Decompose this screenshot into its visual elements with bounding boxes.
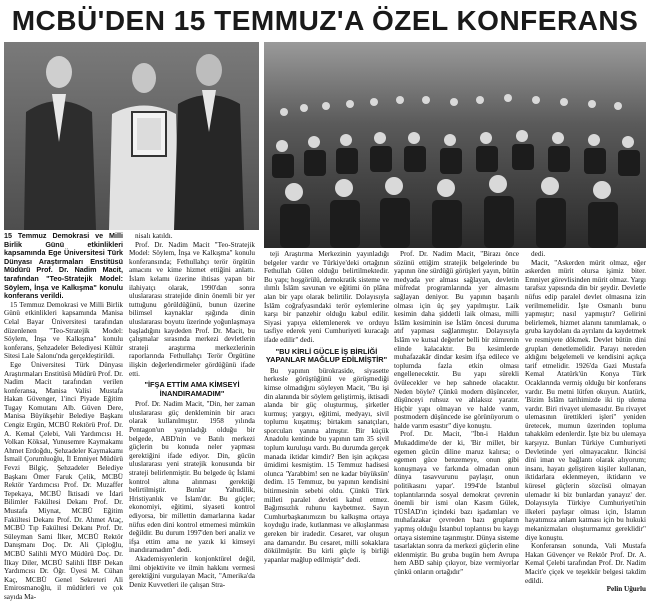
subheading: "BU KİRLİ GÜCLE İŞ BİRLİĞİ YAPANLAR MAĞLUP EDİLMİŞTİR"	[265, 346, 388, 365]
article-column-4	[394, 250, 519, 576]
article-paragraph: Prof. Dr. Nadim Macit, "Birazı önce sözünü ettiğim stratejik belgelerinde bu yapının öne sürdüğü görüşleri yayın, bütün medyada yer alması sağlayan, devletin müfredat programlarında yer almasını sağlayan deniyor. Bu yapının başarılı olması için üç şey yapılmıştır. Laik kesimin daha şiddetli laik olması, milli İslâm kesiminin ise İslâm öncesi duruma atıf yapması sağlanmıştır. Dolayısıyla İslâm ve kutsal değerler belli bir zümrenin elinde kalacaktır. Bu kesimlerde muhafazakâr dindar kesim ifşa edilece ve toplumda fazla etkin olması engellenecektir. Bu yapı sürekli övülecekler ve hep sahnede olacaktır. Neden böyle? Çünkü modern düşünceler, düşünceyi ruhsuz ve ahlaksız yaratır. Hiçbir yapı olmayan ve halde vanm, postmodern düşüncede ise görünüyorum o halde varım esastır" diye konuştu.	[394, 250, 519, 430]
article-paragraph: dedi.	[531, 250, 546, 258]
plaque-presentation-image	[4, 42, 259, 230]
article-column-5	[525, 250, 646, 594]
article-column-3	[264, 250, 389, 564]
article-paragraph: Prof. Dr. Nadim Macit, "Din, her zaman uluslararası güç denkleminin bir aracı olarak kullanılmıştır. 1958 yılında Pentagon'un yayınladığı olduğu bir belgede, ABD'nin ve Batılı merkezi güçlerin bu konuda neler yapması gerektiğini ifade ediyor. Din, gücün uluslararası yeni stratejik konusunda bir strateji belirlenmiştir. Bu belgede üç İslami kontrol altına alınması gerektiği belirtilmiştir. Bunlar Yahudilik, Hristiyanlık ve İslam'dır. Bu güçler; ekonomiyi, eğitimi, siyaseti kontrol ediyorsa, bir millettin damarlarına kadar nüfus eden dini kontrol etmemesi mümkün değildir. Bu durum 1997'den beri analiz ve ifşa ettim ama ne yazık ki kimseyi inandıramadım" dedi.	[129, 400, 255, 555]
article-paragraph: teji Araştırma Merkezinin yayınladığı belgeler vardır ve Türkiye'deki ortağının Fethullah Gülen olduğu belirtilmektedir. Bu yapı; hoşgörülü, demokratik sisteme ve ılımlı İslâm savunan ve eğitimi ön plâna alan bir yapı olarak belirtilir. Dolayısıyla İslâm coğrafyasındaki terör eylemlerine karşı bir panzehir olduğu kabul edilir. Siyasi yapıya eklemlenerek ve orduyu tasfiye ederek yeni Cumhuriyeti kuracağı ifade edilir" dedi.	[264, 250, 389, 344]
article-paragraph: nisalı katıldı.	[135, 232, 173, 240]
audience-image	[264, 42, 646, 248]
headline: MCBÜ'DEN 15 TEMMUZ'A ÖZEL KONFERANS	[11, 5, 639, 36]
subheading: "İFŞA ETTİM AMA KİMSEYİ İNANDIRAMADIM"	[144, 380, 240, 398]
article-paragraph: Bu yapının bürokraside, siyasette herkesle görüştüğünü ve görüşmediği kimse olmadığını söyleyen Macit, "Bu işi din alanında bir söylem geliştirmiş, iktisadi alanda bir güç oluşturmuş, şirketler kurmuş; yargıyı, eğitimi, medyayı, sivil toplumu kuşatmış; birtakım sanatçıları, sporcuları yanına almıştır. Bir küçük Anadolu kentinde bu yapının tam 35 sivil toplum kuruluşu vardı. Bu durumda gerçek manada iktidar kimdir? Ben işin açıkçası ümidimi kesmiştim. 15 Temmuz hadisesi olunca 'Yarabbim! sen ne kadar büyüksün' dedim. 15 Temmuz, bu yapının kendisini bitirmesinin sebebi oldu. Çünkü Türk milleti paralel devleti kabul etmez. Bağımsızlık ruhunu kaybetmez. Sayın Cumhurbaşkanımızın bu kalkışma ortaya koyduğu irade, kutlanması ve alkışlanması gereken bir iradedir. Cesaret, var oluşun ana damarıdır. Bu cesaret, milli sokaklara dökülmüştür. Bu kirli güçle iş birliği yapanlar mağlup edilmiştir" dedi.	[264, 366, 389, 564]
article-paragraph: Prof. Dr. Nadim Macit "Teo-Stratejik Model: Söylem, İnşa ve Kalkışma" konulu konferansında; Fethullahçı terör örgütün amacını ve kime hizmet ettiğini anlattı. İslam kelamı üzerine ihtisas yapan bir ilahiyatçı olarak, 1990'dan sonra uluslararası stratejide dinin önemli bir yer tuttuğunu görüldüğünü, bunun üzerine bilimsel kaynaklar ışığında dinin uluslararası boyutu üzerinde yoğunlaşmaya başladığını kaydeden Prof. Dr. Macit, bu çalışmalar sırasında merkezi devletlerin strateji araştırma merkezlerinin raporlarında Fethullahçı Terör Örgütüne ilişkin değerlendirmeler gördüğünü ifade etti.	[129, 240, 255, 378]
article-paragraph: Konferansın sonunda, Vali Mustafa Hakan Güvençer ve Rektör Prof. Dr. A. Kemal Çelebi tarafından Prof. Dr. Nadim Macit'e çiçek ve teşekkür belgesi takdim edildi.	[525, 542, 646, 585]
article-column-1	[4, 231, 123, 601]
article-paragraph: 15 Temmuz Demokrasi ve Milli Birlik Günü etkinlikleri kapsamında Manisa Celal Bayar Üniversitesi tarafından düzenlenen "Teo-Stratejik Model: Söylem, İnşa ve Kalkışma" konulu konferans, Şehzadeler Belediyesi Kültür Sitesi Lale Salonu'nda gerçekleştirildi.	[4, 300, 123, 361]
audience-photo	[264, 42, 646, 248]
article-paragraph: Prof. Dr. Macit, "İbn-i Haldun Mukaddime'de der ki, 'Bir millet, bir egemen gücün diline maruz kalırsa; o egemen güce benzemeye, onun gibi konuşmaya ve farkında olmadan onun dünya tasavvurunu paylaşır, onun politikasını yapar'. 1994'de İstanbul toplantılarında sosyal demokrat çevrenin önemli bir ismi olan Kasım Gülek, TÜSİAD'ın içindeki bazı işadamları ve muhafazakar çevreden bazı grupların yapmış olduğu İstanbul toplantısı bu kaygı ortaya sistemine taşınmıştır. Dünya sisteme tasarlaktan sonra da merkezi güçlerin eline eklenmiştir. Bu gruba bugün hem Avrupa hem ABD sahip çıkıyor, bize vermiyorlar çünkü onların ortağıdır"	[394, 430, 519, 576]
article-lead: 15 Temmuz Demokrasi ve Milli Birlik Günü etkinlikleri kapsamında Ege Üniversitesi Türk Dünyası Araştırmaları Enstitüsü Müdürü Prof. Dr. Nadim Macit, tarafından "Teo-Stratejik Model: Söylem, İnşa ve Kalkışma" konulu konferans verildi.	[4, 231, 123, 301]
article-paragraph: Ege Üniversitesi Türk Dünyası Araştırmaları Enstitüsü Müdürü Prof. Dr. Nadim Macit tarafından verilen konferansa, Manisa Valisi Mustafa Hakan Güvenger, 1'inci Piyade Eğitim Tugay Komutanı Alb. Güven Dere, Manisa Büyükşehir Belediye Başkanı Cengiz Ergün, MCBÜ Rektörü Prof. Dr. A. Kemal Çelebi, Vali Yardımcısı H. Volkan Köksal, Yunusemre Kaymakamı Ahmet Erdoğdu, Şehzadeler Kaymakamı İsmail Çorumluoğlu, İl Emniyet Müdürü Fevzi Bilgiç, Şehzadeler Belediye Başkanı Ömer Faruk Çelik, MCBÜ Rektör Yardımcısı Prof. Dr. Muzaffer Tepekaya, MCBÜ İktisadi ve İdari Bilimler Fakültesi Dekanı Prof. Dr. Mustafa Miynat, MCBÜ Eğitim Fakültesi Dekanı Prof. Dr. Ahmet Ataç, MCBÜ Tıp Fakültesi Dekanı Prof. Dr. Süleyman Sami İlker, MCBÜ Rektör Danışmanı Doç. Dr. Ali Çiploğlu, MCBÜ Salihli MYO Müdürü Doç. Dr. İlkay Diler, MCBÜ Salihli İİBF Dekan Yardımcısı Dr. Öğr. Üyesi M. Cühan Kaç, MCBÜ Genel Sekreteri Ali Emirosmanoğlu, il müdürleri ve çok sayıda Ma-	[4, 360, 123, 601]
article-column-2	[129, 232, 255, 589]
byline: Pelin Uğurlu	[606, 585, 646, 594]
plaque-presentation-photo	[4, 42, 259, 230]
article-paragraph: Macit, "Askerden mürit olmaz, eğer askerden mürit olursa işimiz biter. Emniyet görevlisinden mürit olmaz. Yargı tarafsız yapısında din bir şeydir. Devletle nüfus edip paralel devlet olmasına izin verilmemelidir. İşte Osmanlı bunu yapmıştır; nasıl yapmıştır? Gelirini belirlemek, hizmet alanını tanımlamak, o gruba kaydolanı da ayrılanı da kaydetmek ve resmiyete dökmek. Devlet bütün dini grupları denetlemelidir. Parayı nereden aldığını belgelemeli ve kendisini açıkça tarif etmelidir. 1926'da Gazi Mustafa Kemal Atatürk'ün Konya Türk Ocaklarında vermiş olduğu bir konferans vardır. Bu metni lütfen okuyun. Atatürk, 'Bizim İslâm tarihimizde iki tip ulema vardır. Biri rivayet ulemasıdır. Bu rivayet ulemasının ürettikleri işleri'' yeniden üretecek, mumun üzerinden topluma tahakküm edenlerdir. İşte biz bu ulemaya karşıyız. Bunları Türkiye Cumhuriyeti Devletinde yeri olmayacaktır. İkincisi dini iman ve bağlantı olarak alıyorum; insanı, hayatı geliştiren kişiler kullanan, iktidarlara eklenmeyen, iktidarın ve küresel güçlerin sözcüsü olmayan ulemadır ki biz bunlardan yanayız' der. Dolayısıyla Türkiye Cumhuriyeti'nin ilkeleri paylaşır olması için, İslamın hayatımıza anlam katması için bu hukuki mekanizmaları oluşturmamız gereklidir" diye konuştu.	[525, 258, 646, 542]
article-paragraph: Akademisyenlerin konjonktürel değil, ilmi objektivite ve ilmin hakkını vermesi gerektiğini vurgulayan Macit, "Amerika'da Deniz Kuvvetleri ile çalışan Stra-	[129, 554, 255, 589]
